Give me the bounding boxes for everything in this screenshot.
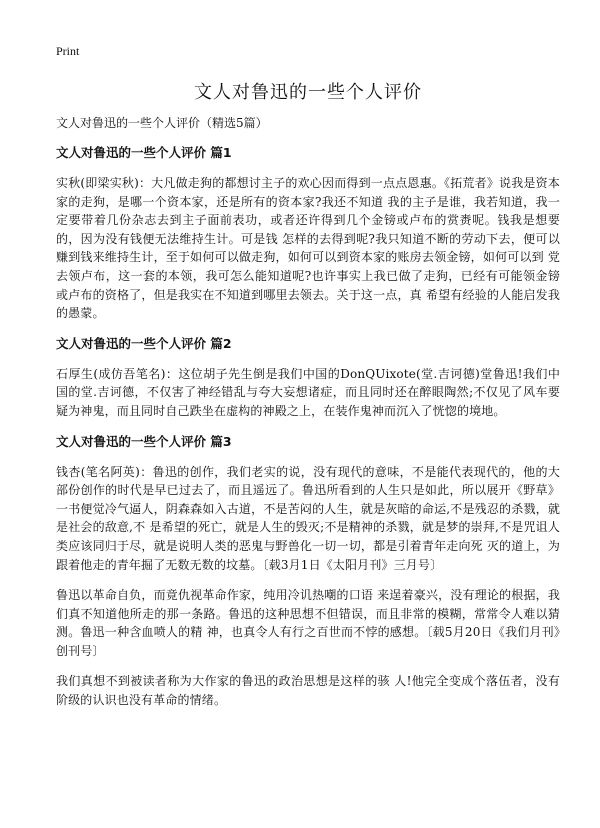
section-2 bbox=[56, 335, 560, 421]
paragraph: 鲁迅以革命自负，而竟仇视革命作家，纯用冷讥热嘲的口语 来逞着豪兴，没有理论的根据，我们真不知道他所走的那一条路。鲁迅的这种思想不但错误，而且非常的模糊，常常令人难以猜测。鲁迅一种含血喷人的精 神，也真令人有行之百世而不悖的感想。〔载5月20日《我们月刊》创刊号〕 bbox=[56, 588, 560, 658]
section-heading: 文人对鲁迅的一些个人评价 篇1 bbox=[56, 145, 232, 160]
section-heading: 文人对鲁迅的一些个人评价 篇3 bbox=[56, 433, 232, 449]
section-1 bbox=[56, 144, 560, 323]
paragraph: 钱杏(笔名阿英)：鲁迅的创作，我们老实的说，没有现代的意味，不是能代表现代的，他的大部份创作的时代是早已过去了，而且遥远了。鲁迅所看到的人生只是如此，所以展开《野草》一书便觉冷气逼人，阴森森如入古道，不是苦闷的人生，就是灰暗的命运,不是残忍的杀戮，就是社会的敌意,不 是希望的死亡，就是人生的毁灭;不是精神的杀戮，就是梦的崇拜,不是咒诅人类应该同归于尽，就是说明人类的恶鬼与野兽化一切一切，都是引着青年走向死 灭的道上，为跟着他走的青年掘了无数无数的坟墓。〔载3月1日《太阳月刊》三月号〕 bbox=[56, 464, 560, 572]
paragraph: 实秋(即梁实秋)：大凡做走狗的都想讨主子的欢心因而得到一点点恩惠。《拓荒者》说我是资本家的走狗，是哪一个资本家，还是所有的资本家?我还不知道 我的主子是谁，我若知道，我一定要带着几份杂志去到主子面前表功，或者还许得到几个金镑或卢布的赏赉呢。钱我是想要的，因为没有钱便无法维持生计。可是钱 怎样的去得到呢?我只知道不断的劳动下去，便可以赚到钱来维持生计，至于如何可以做走狗，如何可以到资本家的账房去领金镑，如何可以到 党去领卢布，这一套的本领，我可怎么能知道呢?也许事实上我已做了走狗，已经有可能领金镑或卢布的资格了，但是我实在不知道到哪里去领去。关于这一点，真 希望有经验的人能启发我的愚蒙。 bbox=[56, 176, 560, 321]
paragraph: 我们真想不到被读者称为大作家的鲁迅的政治思想是这样的骇 人!他完全变成个落伍者，没有阶级的认识也没有革命的情绪。 bbox=[56, 674, 560, 708]
paragraph: 石厚生(成仿吾笔名)：这位胡子先生倒是我们中国的DonQUixote(堂.吉诃德)堂鲁迅!我们中国的堂.吉诃德，不仅害了神经错乱与夸大妄想诸症，而且同时还在醉眼陶然;不仅见了风车要疑为神鬼，而且同时自己跌坐在虚构的神殿之上，在装作鬼神而沉入了恍惚的境地。 bbox=[56, 366, 560, 418]
section-heading: 文人对鲁迅的一些个人评价 篇2 bbox=[56, 335, 232, 351]
section-3 bbox=[56, 433, 560, 710]
page-title: 文人对鲁迅的一些个人评价 bbox=[194, 82, 422, 103]
print-link[interactable]: Print bbox=[56, 44, 80, 58]
document-subtitle: 文人对鲁迅的一些个人评价（精选5篇） bbox=[56, 116, 268, 130]
